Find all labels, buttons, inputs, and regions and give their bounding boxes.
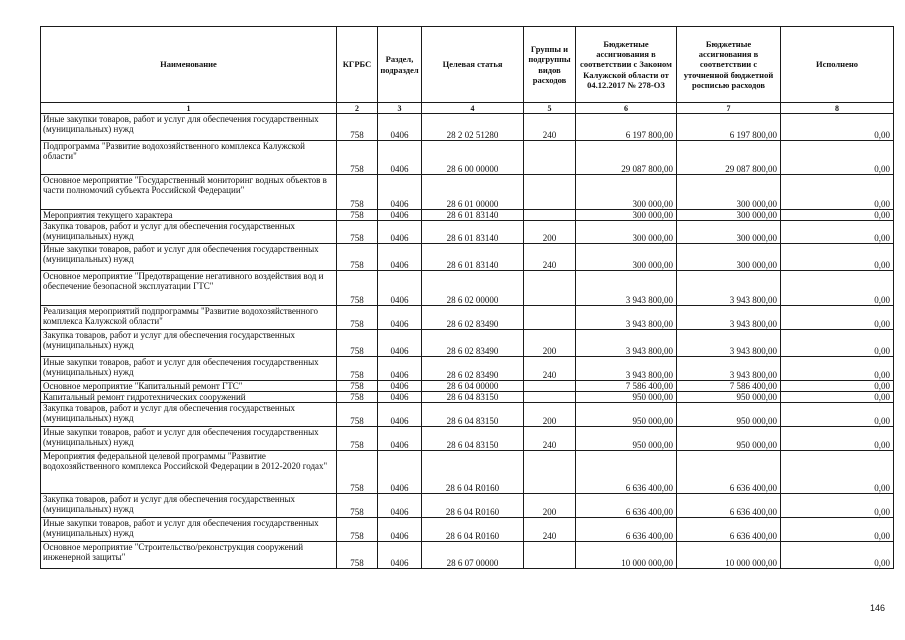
cell-section: 0406 bbox=[378, 244, 422, 271]
cell-target: 28 6 00 00000 bbox=[422, 141, 524, 175]
table-row bbox=[41, 175, 894, 210]
column-number: 6 bbox=[576, 103, 677, 114]
cell-exec: 0,00 bbox=[781, 330, 894, 357]
table-row bbox=[41, 518, 894, 542]
cell-group: 240 bbox=[524, 114, 576, 141]
cell-section: 0406 bbox=[378, 494, 422, 518]
cell-target: 28 6 04 83150 bbox=[422, 392, 524, 403]
column-number: 8 bbox=[781, 103, 894, 114]
table-row bbox=[41, 210, 894, 221]
cell-refined: 950 000,00 bbox=[677, 427, 781, 451]
cell-group: 240 bbox=[524, 427, 576, 451]
cell-exec: 0,00 bbox=[781, 175, 894, 210]
cell-kgrbs: 758 bbox=[337, 306, 378, 330]
cell-section: 0406 bbox=[378, 175, 422, 210]
cell-name: Закупка товаров, работ и услуг для обеспечения государственных (муниципальных) нужд bbox=[41, 494, 337, 518]
cell-name: Закупка товаров, работ и услуг для обеспечения государственных (муниципальных) нужд bbox=[41, 403, 337, 427]
cell-law: 950 000,00 bbox=[576, 427, 677, 451]
cell-name: Закупка товаров, работ и услуг для обеспечения государственных (муниципальных) нужд bbox=[41, 330, 337, 357]
cell-law: 3 943 800,00 bbox=[576, 306, 677, 330]
cell-name: Иные закупки товаров, работ и услуг для обеспечения государственных (муниципальных) нужд bbox=[41, 114, 337, 141]
cell-target: 28 6 01 00000 bbox=[422, 175, 524, 210]
table-row bbox=[41, 271, 894, 306]
cell-section: 0406 bbox=[378, 357, 422, 381]
table-row bbox=[41, 381, 894, 392]
cell-target: 28 6 04 00000 bbox=[422, 381, 524, 392]
cell-exec: 0,00 bbox=[781, 403, 894, 427]
cell-refined: 6 636 400,00 bbox=[677, 518, 781, 542]
cell-target: 28 6 04 83150 bbox=[422, 403, 524, 427]
cell-target: 28 6 02 00000 bbox=[422, 271, 524, 306]
cell-exec: 0,00 bbox=[781, 427, 894, 451]
cell-law: 10 000 000,00 bbox=[576, 542, 677, 569]
header-exec: Исполнено bbox=[781, 27, 894, 103]
cell-name: Мероприятия текущего характера bbox=[41, 210, 337, 221]
budget-table bbox=[40, 26, 894, 569]
cell-exec: 0,00 bbox=[781, 451, 894, 494]
cell-law: 300 000,00 bbox=[576, 244, 677, 271]
cell-kgrbs: 758 bbox=[337, 221, 378, 244]
header-kgrbs: КГРБС bbox=[337, 27, 378, 103]
cell-refined: 6 197 800,00 bbox=[677, 114, 781, 141]
cell-group bbox=[524, 271, 576, 306]
cell-refined: 3 943 800,00 bbox=[677, 271, 781, 306]
cell-name: Иные закупки товаров, работ и услуг для обеспечения государственных (муниципальных) нужд bbox=[41, 357, 337, 381]
cell-name: Основное мероприятие "Государственный мониторинг водных объектов в части полномочий субъекта Российской Федерации" bbox=[41, 175, 337, 210]
cell-kgrbs: 758 bbox=[337, 451, 378, 494]
cell-exec: 0,00 bbox=[781, 244, 894, 271]
table-row bbox=[41, 244, 894, 271]
cell-refined: 3 943 800,00 bbox=[677, 306, 781, 330]
table-row bbox=[41, 392, 894, 403]
cell-target: 28 2 02 51280 bbox=[422, 114, 524, 141]
cell-kgrbs: 758 bbox=[337, 114, 378, 141]
table-row bbox=[41, 141, 894, 175]
table-row bbox=[41, 114, 894, 141]
cell-exec: 0,00 bbox=[781, 357, 894, 381]
cell-name: Подпрограмма "Развитие водохозяйственного комплекса Калужской области" bbox=[41, 141, 337, 175]
cell-law: 950 000,00 bbox=[576, 403, 677, 427]
cell-exec: 0,00 bbox=[781, 518, 894, 542]
header-law: Бюджетные ассигнования в соответствии с Законом Калужской области от 04.12.2017 № 278-ОЗ bbox=[576, 27, 677, 103]
cell-group bbox=[524, 175, 576, 210]
cell-name: Иные закупки товаров, работ и услуг для обеспечения государственных (муниципальных) нужд bbox=[41, 244, 337, 271]
table-row bbox=[41, 330, 894, 357]
cell-kgrbs: 758 bbox=[337, 141, 378, 175]
column-number: 4 bbox=[422, 103, 524, 114]
cell-kgrbs: 758 bbox=[337, 330, 378, 357]
cell-target: 28 6 02 83490 bbox=[422, 330, 524, 357]
cell-refined: 300 000,00 bbox=[677, 221, 781, 244]
cell-law: 6 636 400,00 bbox=[576, 451, 677, 494]
cell-target: 28 6 04 R0160 bbox=[422, 494, 524, 518]
cell-group bbox=[524, 392, 576, 403]
cell-group bbox=[524, 141, 576, 175]
cell-law: 300 000,00 bbox=[576, 175, 677, 210]
cell-refined: 300 000,00 bbox=[677, 210, 781, 221]
cell-kgrbs: 758 bbox=[337, 175, 378, 210]
cell-kgrbs: 758 bbox=[337, 427, 378, 451]
cell-refined: 3 943 800,00 bbox=[677, 330, 781, 357]
cell-group: 240 bbox=[524, 357, 576, 381]
cell-refined: 300 000,00 bbox=[677, 175, 781, 210]
cell-exec: 0,00 bbox=[781, 306, 894, 330]
cell-exec: 0,00 bbox=[781, 141, 894, 175]
cell-law: 300 000,00 bbox=[576, 221, 677, 244]
cell-group bbox=[524, 210, 576, 221]
cell-name: Мероприятия федеральной целевой программы "Развитие водохозяйственного комплекса Российской Федерации в 2012-2020 годах" bbox=[41, 451, 337, 494]
cell-law: 300 000,00 bbox=[576, 210, 677, 221]
cell-group: 240 bbox=[524, 518, 576, 542]
cell-law: 7 586 400,00 bbox=[576, 381, 677, 392]
cell-kgrbs: 758 bbox=[337, 494, 378, 518]
page-number: 146 bbox=[869, 603, 885, 613]
cell-law: 6 636 400,00 bbox=[576, 494, 677, 518]
cell-name: Основное мероприятие "Строительство/реконструкция сооружений инженерной защиты" bbox=[41, 542, 337, 569]
cell-law: 6 636 400,00 bbox=[576, 518, 677, 542]
cell-kgrbs: 758 bbox=[337, 244, 378, 271]
cell-section: 0406 bbox=[378, 221, 422, 244]
cell-exec: 0,00 bbox=[781, 114, 894, 141]
header-row bbox=[41, 27, 894, 103]
column-number: 2 bbox=[337, 103, 378, 114]
cell-target: 28 6 04 83150 bbox=[422, 427, 524, 451]
cell-exec: 0,00 bbox=[781, 494, 894, 518]
table-body bbox=[41, 114, 894, 569]
cell-name: Закупка товаров, работ и услуг для обеспечения государственных (муниципальных) нужд bbox=[41, 221, 337, 244]
cell-name: Основное мероприятие "Предотвращение негативного воздействия вод и обеспечение безопасной эксплуатации ГТС" bbox=[41, 271, 337, 306]
cell-exec: 0,00 bbox=[781, 210, 894, 221]
cell-kgrbs: 758 bbox=[337, 210, 378, 221]
cell-refined: 3 943 800,00 bbox=[677, 357, 781, 381]
cell-name: Иные закупки товаров, работ и услуг для обеспечения государственных (муниципальных) нужд bbox=[41, 518, 337, 542]
header-section: Раздел, подраздел bbox=[378, 27, 422, 103]
cell-section: 0406 bbox=[378, 306, 422, 330]
cell-kgrbs: 758 bbox=[337, 542, 378, 569]
cell-section: 0406 bbox=[378, 392, 422, 403]
cell-target: 28 6 07 00000 bbox=[422, 542, 524, 569]
cell-target: 28 6 02 83490 bbox=[422, 357, 524, 381]
column-number: 7 bbox=[677, 103, 781, 114]
cell-section: 0406 bbox=[378, 210, 422, 221]
cell-target: 28 6 01 83140 bbox=[422, 244, 524, 271]
table-row bbox=[41, 221, 894, 244]
cell-refined: 950 000,00 bbox=[677, 392, 781, 403]
cell-refined: 29 087 800,00 bbox=[677, 141, 781, 175]
cell-exec: 0,00 bbox=[781, 271, 894, 306]
cell-kgrbs: 758 bbox=[337, 357, 378, 381]
cell-section: 0406 bbox=[378, 141, 422, 175]
cell-group bbox=[524, 451, 576, 494]
cell-group: 240 bbox=[524, 244, 576, 271]
cell-section: 0406 bbox=[378, 518, 422, 542]
cell-refined: 6 636 400,00 bbox=[677, 451, 781, 494]
cell-name: Основное мероприятие "Капитальный ремонт ГТС" bbox=[41, 381, 337, 392]
cell-section: 0406 bbox=[378, 427, 422, 451]
cell-target: 28 6 01 83140 bbox=[422, 221, 524, 244]
cell-exec: 0,00 bbox=[781, 392, 894, 403]
column-number-row bbox=[41, 103, 894, 114]
cell-section: 0406 bbox=[378, 381, 422, 392]
cell-kgrbs: 758 bbox=[337, 271, 378, 306]
cell-target: 28 6 01 83140 bbox=[422, 210, 524, 221]
table-row bbox=[41, 357, 894, 381]
cell-refined: 7 586 400,00 bbox=[677, 381, 781, 392]
cell-law: 29 087 800,00 bbox=[576, 141, 677, 175]
table-row bbox=[41, 451, 894, 494]
cell-name: Капитальный ремонт гидротехнических сооружений bbox=[41, 392, 337, 403]
cell-section: 0406 bbox=[378, 114, 422, 141]
header-name: Наименование bbox=[41, 27, 337, 103]
cell-group bbox=[524, 306, 576, 330]
column-number: 5 bbox=[524, 103, 576, 114]
cell-group bbox=[524, 381, 576, 392]
cell-exec: 0,00 bbox=[781, 221, 894, 244]
cell-law: 950 000,00 bbox=[576, 392, 677, 403]
column-number: 3 bbox=[378, 103, 422, 114]
table-row bbox=[41, 403, 894, 427]
cell-section: 0406 bbox=[378, 542, 422, 569]
cell-kgrbs: 758 bbox=[337, 381, 378, 392]
cell-group: 200 bbox=[524, 330, 576, 357]
table-row bbox=[41, 427, 894, 451]
cell-section: 0406 bbox=[378, 271, 422, 306]
column-number: 1 bbox=[41, 103, 337, 114]
cell-name: Иные закупки товаров, работ и услуг для обеспечения государственных (муниципальных) нужд bbox=[41, 427, 337, 451]
header-refined: Бюджетные ассигнования в соответствии с уточненной бюджетной росписью расходов bbox=[677, 27, 781, 103]
cell-target: 28 6 02 83490 bbox=[422, 306, 524, 330]
table-row bbox=[41, 494, 894, 518]
cell-kgrbs: 758 bbox=[337, 403, 378, 427]
cell-section: 0406 bbox=[378, 451, 422, 494]
cell-kgrbs: 758 bbox=[337, 518, 378, 542]
table-row bbox=[41, 306, 894, 330]
cell-law: 3 943 800,00 bbox=[576, 271, 677, 306]
cell-exec: 0,00 bbox=[781, 542, 894, 569]
cell-target: 28 6 04 R0160 bbox=[422, 451, 524, 494]
cell-kgrbs: 758 bbox=[337, 392, 378, 403]
cell-group bbox=[524, 542, 576, 569]
cell-law: 3 943 800,00 bbox=[576, 357, 677, 381]
cell-law: 6 197 800,00 bbox=[576, 114, 677, 141]
header-target: Целевая статья bbox=[422, 27, 524, 103]
cell-section: 0406 bbox=[378, 403, 422, 427]
cell-group: 200 bbox=[524, 494, 576, 518]
cell-refined: 950 000,00 bbox=[677, 403, 781, 427]
cell-name: Реализация мероприятий подпрограммы "Развитие водохозяйственного комплекса Калужской области" bbox=[41, 306, 337, 330]
cell-group: 200 bbox=[524, 221, 576, 244]
table-row bbox=[41, 542, 894, 569]
cell-refined: 6 636 400,00 bbox=[677, 494, 781, 518]
cell-refined: 10 000 000,00 bbox=[677, 542, 781, 569]
cell-target: 28 6 04 R0160 bbox=[422, 518, 524, 542]
cell-exec: 0,00 bbox=[781, 381, 894, 392]
header-group: Группы и подгруппы видов расходов bbox=[524, 27, 576, 103]
cell-group: 200 bbox=[524, 403, 576, 427]
cell-law: 3 943 800,00 bbox=[576, 330, 677, 357]
cell-section: 0406 bbox=[378, 330, 422, 357]
cell-refined: 300 000,00 bbox=[677, 244, 781, 271]
